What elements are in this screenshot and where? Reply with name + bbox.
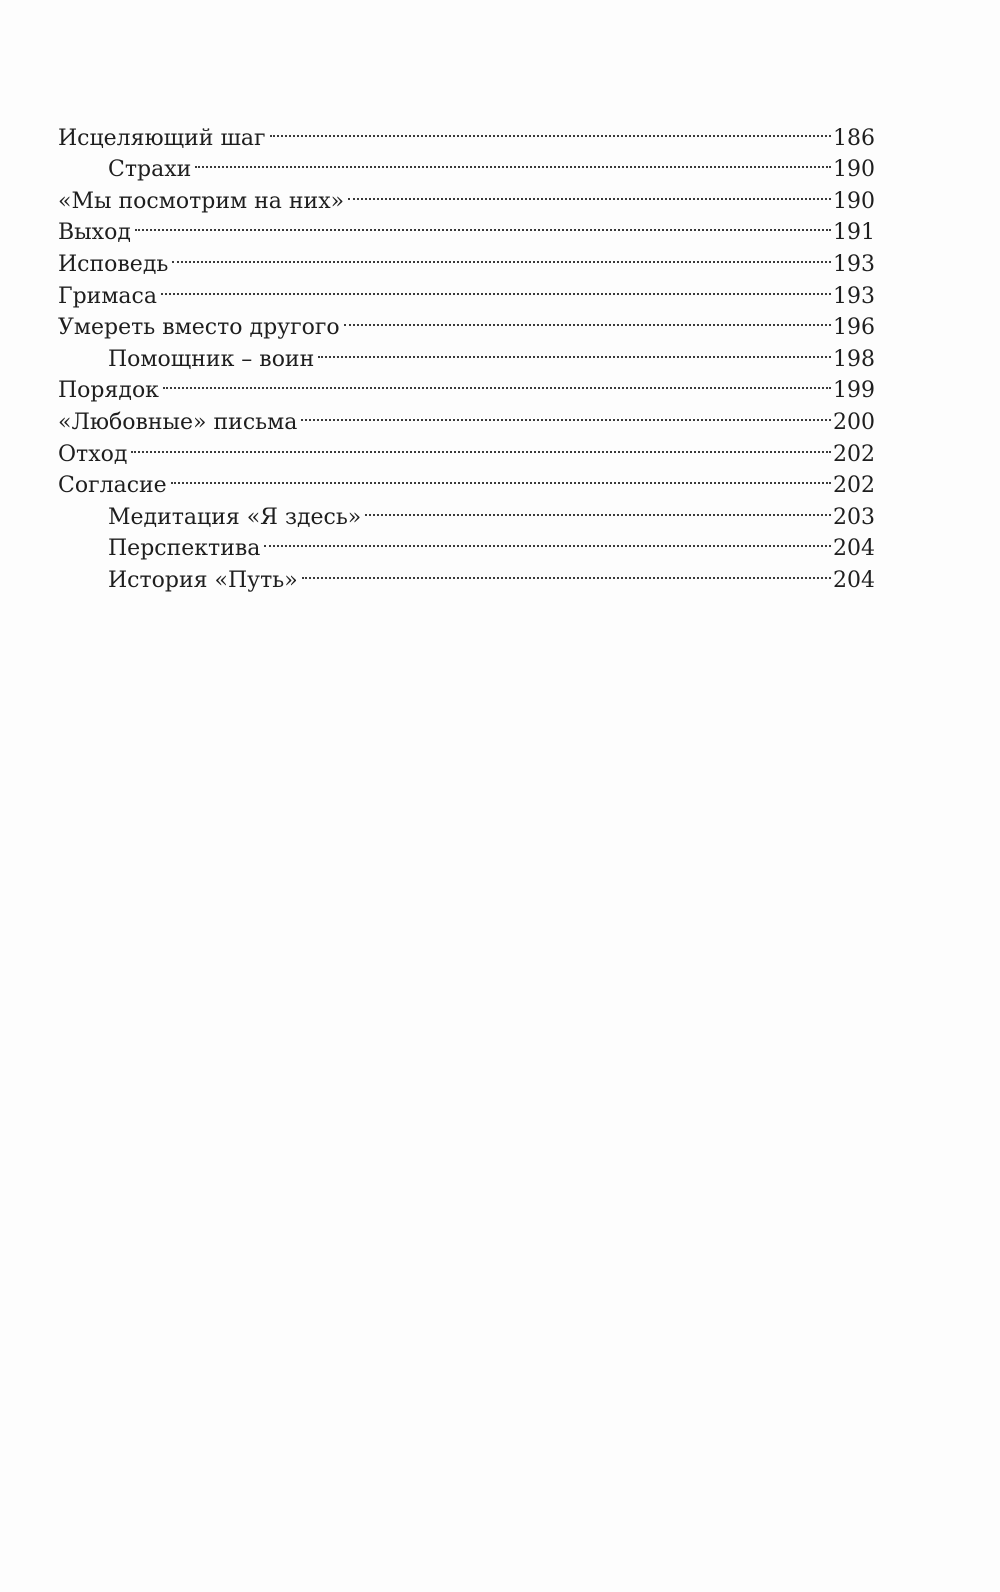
toc-entry-title: Гримаса: [58, 283, 157, 309]
dot-leader: [161, 271, 833, 303]
toc-subentry: [58, 492, 875, 530]
dot-leader: [318, 334, 833, 366]
toc-entry-page: 193: [833, 251, 875, 277]
toc-entry-page: 198: [833, 346, 875, 372]
toc-entry-page: 203: [833, 504, 875, 530]
toc-entry-page: 196: [833, 315, 875, 341]
dot-leader: [264, 524, 833, 556]
toc-entry-title: Страхи: [108, 157, 192, 183]
toc-entry: [58, 397, 875, 435]
dot-leader: [270, 113, 833, 145]
toc-entry-title: Выход: [58, 220, 131, 246]
toc-entry-title: Умереть вместо другого: [58, 315, 340, 341]
toc-entry-title: Согласие: [58, 473, 167, 499]
dot-leader: [172, 239, 833, 271]
toc-entry-page: 204: [833, 536, 875, 562]
dot-leader: [348, 176, 833, 208]
toc-entry-title: «Любовные» письма: [58, 409, 298, 435]
toc-entry: [58, 303, 875, 341]
toc-entry-page: 202: [833, 441, 875, 467]
toc-entry-title: Помощник – воин: [108, 346, 315, 372]
dot-leader: [365, 492, 833, 524]
dot-leader: [171, 461, 833, 493]
toc-entry: [58, 461, 875, 499]
toc-entry: [58, 239, 875, 277]
toc-entry-title: Исцеляющий шаг: [58, 125, 266, 151]
toc-entry: [58, 113, 875, 151]
toc-entry-title: Порядок: [58, 378, 159, 404]
dot-leader: [135, 208, 833, 240]
table-of-contents: [58, 113, 875, 593]
toc-entry-page: 186: [833, 125, 875, 151]
toc-entry-page: 200: [833, 409, 875, 435]
dot-leader: [131, 429, 833, 461]
toc-entry-page: 202: [833, 473, 875, 499]
toc-entry-page: 190: [833, 188, 875, 214]
toc-entry-title: Исповедь: [58, 251, 169, 277]
toc-entry-page: 190: [833, 157, 875, 183]
toc-entry-title: Медитация «Я здесь»: [108, 504, 362, 530]
toc-entry: [58, 208, 875, 246]
toc-entry-page: 204: [833, 567, 875, 593]
dot-leader: [344, 303, 833, 335]
toc-entry-page: 191: [833, 220, 875, 246]
dot-leader: [163, 366, 833, 398]
toc-entry-title: «Мы посмотрим на них»: [58, 188, 345, 214]
dot-leader: [301, 397, 833, 429]
dot-leader: [302, 555, 833, 587]
toc-entry: [58, 429, 875, 467]
dot-leader: [195, 145, 833, 177]
toc-entry-page: 199: [833, 378, 875, 404]
toc-entry-title: История «Путь»: [108, 567, 298, 593]
toc-entry: [58, 271, 875, 309]
toc-entry-title: Перспектива: [108, 536, 261, 562]
toc-entry: [58, 366, 875, 404]
toc-entry-page: 193: [833, 283, 875, 309]
toc-entry-title: Отход: [58, 441, 128, 467]
